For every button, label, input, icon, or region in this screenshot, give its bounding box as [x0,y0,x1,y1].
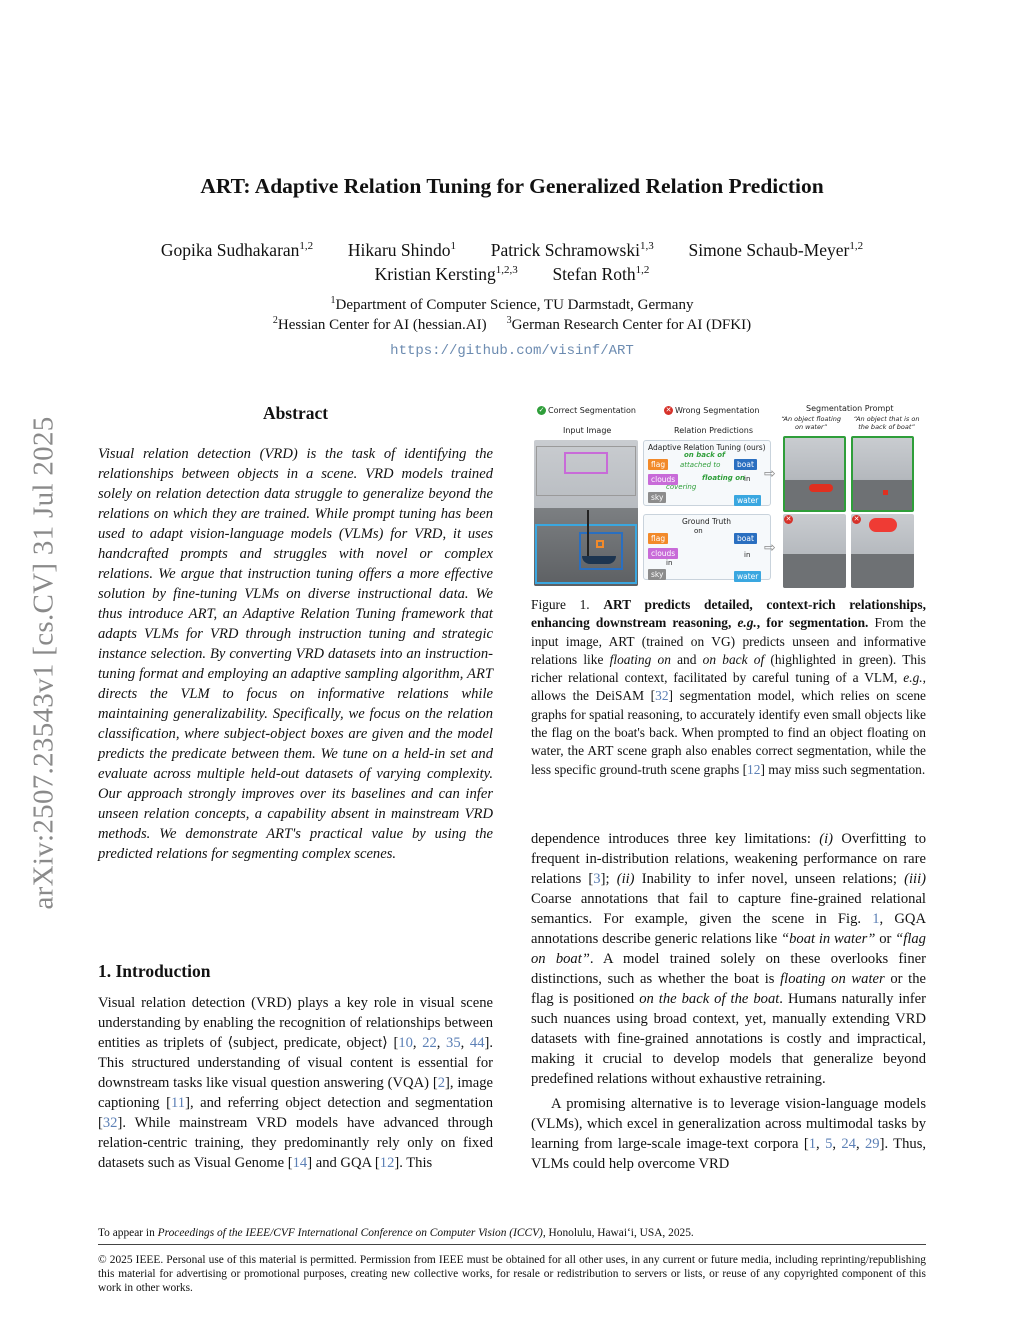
cross-icon: ✕ [785,515,792,523]
citation-link[interactable]: 2 [437,1075,445,1091]
check-icon: ✓ [538,406,545,414]
sky-box [536,446,636,496]
author: Stefan Roth$^{1,2}$ [552,264,650,284]
introduction-heading: 1. Introduction [98,961,211,981]
seg-wrong-back-of-boat [851,514,914,588]
seg-correct-floating [783,436,846,512]
segmentation-mask [883,490,888,495]
author: Kristian Kersting$^{1,2,3}$ [374,264,518,284]
input-image-label: Input Image [563,426,612,435]
edge-floating-on: floating on [702,474,746,482]
prompt-back-of-boat: “An object that is on the back of boat” [853,415,920,431]
citation-link[interactable]: 44 [469,1035,485,1051]
edge-in: in [744,551,751,559]
water-area [783,554,846,588]
relation-predictions-label: Relation Predictions [674,426,754,435]
seg-wrong-floating [783,514,846,588]
affiliation-1: $^1$Department of Computer Science, TU Darmstadt, Germany [330,295,694,313]
legend-wrong: ✕ Wrong Segmentation [665,406,760,415]
cross-icon: ✕ [665,406,672,414]
edge-covering: covering [666,483,697,491]
node-sky: sky [648,569,666,580]
venue-footnote: To appear in Proceedings of the IEEE/CVF International Conference on Computer Vision (ICCV), Honolulu, Hawai‘i, USA, 2025. [98,1227,694,1239]
node-flag: flag [648,459,668,470]
citation-link[interactable]: 24 [841,1136,856,1152]
edge-attached-to: attached to [680,461,721,469]
water-box [535,524,637,584]
node-clouds: clouds [648,548,678,559]
input-photo [534,440,638,586]
citation-link[interactable]: 3 [593,871,601,887]
copyright-notice: © 2025 IEEE. Personal use of this material is permitted. Permission from IEEE must be obtained for all other uses, in any current or future media, including reprinting/republishing this material for advertising or promotional purposes, creating new collective works, for resale or redistribution to servers or lists, or reuse of any copyrighted component of this work in other works. [98,1254,926,1294]
citation-link[interactable]: 32 [102,1115,118,1131]
author: Patrick Schramowski$^{1,3}$ [490,240,654,260]
author: Gopika Sudhakaran$^{1,2}$ [160,240,314,260]
introduction-paragraph: Visual relation detection (VRD) plays a key role in visual scene understanding by enabling the recognition of relationships between entities as triplets of ⟨subject, predicate, object⟩ [10, 22, 35, 44]. This structured understanding of visual content is essential for downstream tasks like visual question answering (VQA) [2], image captioning [11], and referring object detection and segmentation [32]. While mainstream VRD models have advanced through relation-centric training, they predominantly rely only on fixed datasets such as Visual Genome [14] and GQA [12]. This [98,995,494,1171]
arrow-icon: ⇨ [764,540,776,556]
water-area [851,554,914,588]
art-panel-title: Adaptive Relation Tuning (ours) [648,443,766,452]
cross-icon: ✕ [853,515,860,523]
node-boat: boat [734,459,757,470]
legend-correct: ✓ Correct Segmentation [538,406,636,415]
github-link[interactable]: https://github.com/visinf/ART [390,343,634,359]
arxiv-identifier: arXiv:2507.23543v1 [cs.CV] 31 Jul 2025 [27,416,60,910]
citation-link[interactable]: 5 [825,1136,833,1152]
author: Simone Schaub-Meyer$^{1,2}$ [688,240,864,260]
citation-link[interactable]: 32 [655,688,669,704]
segmentation-mask [809,484,833,492]
node-water: water [734,495,761,506]
paragraph: dependence introduces three key limitations: (i) Overfitting to frequent in-distribution relations, weakening performance on rare relations [3]; (ii) Inability to infer novel, unseen relations; (iii) Coarse annotations that fail to capture fine-grained relational semantics. For example, given the scene in Fig. 1, GQA annotations describe generic relations like “boat in water” or “flag on boat”. A model trained solely on these overlooks finer distinctions, such as whether the boat is floating on water or the flag is positioned on the back of the boat. Humans naturally infer such nuances using broad context, yet, manually extending VRD datasets with fine-grained annotations is costly and impractical, making it crucial to develop models that generalize beyond predefined relations without exhaustive retraining. [531,831,926,1087]
segmentation-mask [869,518,897,532]
citation-link[interactable]: 29 [864,1136,880,1152]
segmentation-prompt-label: Segmentation Prompt [806,404,894,413]
affiliation-2-3: $^2$Hessian Center for AI (hessian.AI) $^3$German Research Center for AI (DFKI) [272,315,752,333]
figure-1-caption: Figure 1. ART predicts detailed, context-rich relationships, enhancing downstream reasoning, e.g., for segmentation. From the input image, ART (trained on VG) predicts unseen and informative relations like floating on and on back of (highlighted in green). This richer relational context, facilitated by careful tuning of a VLM, e.g., allows the DeiSAM [32] segmentation model, which relies on scene graphs for spatial reasoning, to accurately identify even small objects like the flag on the boat's back. When prompted to find an object floating on water, the ART scene graph also enables correct segmentation, while the less specific ground-truth scene graphs [12] may miss such segmentation. [531,597,927,777]
abstract-text: Visual relation detection (VRD) is the task of identifying the relationships between objects in a scene. VRD models trained solely on relation detection data struggle to generalize beyond the relations on which they are trained. While prompt tuning has been used to adapt vision-language models (VLMs) for VRD, it uses handcrafted prompts and struggles with novel or complex relations. We argue that instruction tuning offers a more effective solution by fine-tuning VLMs on diverse instructional data. We thus introduce ART, an Adaptive Relation Tuning framework that adapts VLMs for VRD through instruction tuning and strategic instance selection. By converting VRD datasets into an instruction-tuning format and employing an adaptive sampling algorithm, ART directs the VLM to focus on informative relations while maintaining generalizability. Specifically, we focus on the relation classification, where subject-object boxes are given and the model predicts the predicate between them. We tune on a held-in set and evaluate across multiple held-out datasets of varying complexity. Our approach strongly improves over its baselines and can infer unseen relation concepts, a capability absent in mainstream VRD methods. We demonstrate ART's practical value by using the predicted relations for segmenting complex scenes. [98,446,493,862]
right-column-text [531,829,926,1174]
citation-link[interactable]: 1 [808,1136,817,1152]
node-sky: sky [648,492,666,503]
edge-on-back-of: on back of [684,451,726,459]
ground-truth-panel [643,514,771,580]
seg-correct-back-of-boat [851,436,914,512]
citation-link[interactable]: 10 [398,1035,413,1051]
citation-link[interactable]: 35 [446,1035,461,1051]
citation-link[interactable]: 14 [292,1155,308,1171]
art-relations-panel [643,440,771,506]
arrow-icon: ⇨ [764,466,776,482]
citation-link[interactable]: 12 [379,1155,395,1171]
node-water: water [734,571,761,582]
water-area [853,480,914,512]
boat-hull [582,556,616,564]
boat-mast [587,510,589,558]
citation-link[interactable]: 22 [422,1035,437,1051]
citation-link[interactable]: 11 [171,1095,186,1111]
edge-on: on [694,527,703,535]
footer-divider [98,1244,926,1245]
node-boat: boat [734,533,757,544]
author: Hikaru Shindo$^1$ [347,240,456,260]
paragraph: A promising alternative is to leverage vision-language models (VLMs), which excel in generalization across multimodal tasks by learning from large-scale image-text corpora [1, 5, 24, 29]. Thus, VLMs could help overcome VRD [531,1096,927,1172]
author-line-1 [0,240,1024,261]
edge-in: in [744,475,751,483]
edge-in: in [666,559,673,567]
author-line-2 [0,264,1024,285]
abstract-heading: Abstract [262,403,329,423]
prompt-floating: “An object floating on water” [780,415,842,431]
paper-title: ART: Adaptive Relation Tuning for Generalized Relation Prediction [200,174,824,198]
gt-panel-title: Ground Truth [682,517,731,526]
citation-link[interactable]: 12 [747,761,761,777]
node-flag: flag [648,533,668,544]
figure-1 [531,400,926,590]
node-clouds: clouds [648,474,678,485]
figure-link[interactable]: 1 [872,911,880,927]
